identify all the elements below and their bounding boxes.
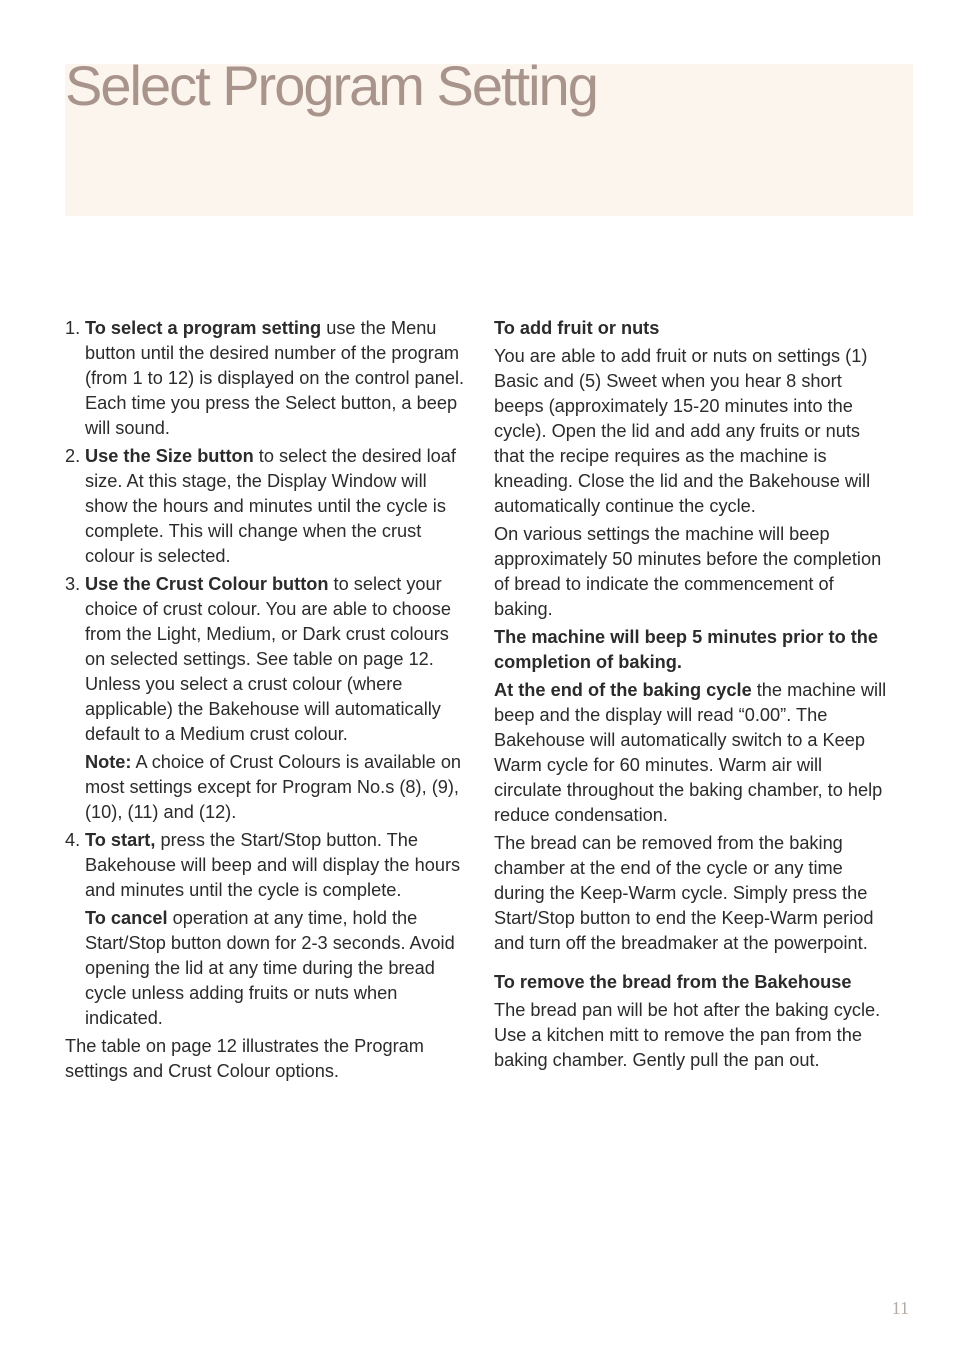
- left-column: [65, 316, 465, 1087]
- step-number: 3.: [65, 574, 81, 594]
- beep-warning: The machine will beep 5 minutes prior to the completion of baking.: [494, 627, 879, 672]
- step-select-program: [65, 316, 465, 441]
- step-size-button: [65, 444, 465, 569]
- step-lead: Use the Size button: [85, 446, 254, 466]
- beep-text: On various settings the machine will beep approximately 50 minutes before the completion of bread to indicate the commencement of baking.: [494, 524, 882, 619]
- step-text: to select your choice of crust colour. You are able to choose from the Light, Medium, or Dark crust colours on selected settings. See table on page 12. Unless you select a crust colour (where applicable) the Bakehouse will automatically default to a Medium crust colour.: [85, 574, 452, 744]
- step-number: 4.: [65, 830, 81, 850]
- right-column: [494, 316, 894, 1076]
- step-start: [65, 828, 465, 903]
- step-text: press the Start/Stop button. The Bakehouse will beep and will display the hours and minutes until the cycle is complete.: [85, 830, 461, 900]
- remove-timing-text: The bread can be removed from the baking chamber at the end of the cycle or any time during the Keep-Warm cycle. Simply press the Start/Stop button to end the Keep-Warm period and turn off the breadmaker at the powerpoint.: [494, 833, 874, 953]
- end-cycle-text: [494, 678, 894, 828]
- remove-bread-heading: To remove the bread from the Bakehouse: [494, 972, 852, 992]
- cancel-instructions: [65, 906, 465, 1031]
- page-number: 11: [891, 1298, 909, 1318]
- end-cycle-lead: At the end of the baking cycle: [494, 680, 752, 700]
- step-lead: To select a program setting: [85, 318, 322, 338]
- step-crust-colour: [65, 572, 465, 747]
- cancel-lead: To cancel: [85, 908, 168, 928]
- step-number: 1.: [65, 318, 81, 338]
- step-text: to select the desired loaf size. At this stage, the Display Window will show the hours and minutes until the cycle is complete. This will change when the crust colour is selected.: [85, 446, 456, 566]
- fruit-nuts-text: You are able to add fruit or nuts on settings (1) Basic and (5) Sweet when you hear 8 short beeps (approximately 15-20 minutes into the cycle). Open the lid and add any fruits or nuts that the recipe requires as the machine is kneading. Close the lid and the Bakehouse will automatically continue the cycle.: [494, 346, 871, 516]
- step-text: use the Menu button until the desired number of the program (from 1 to 12) is displayed on the control panel. Each time you press the Select button, a beep will sound.: [85, 318, 465, 438]
- end-cycle-body: the machine will beep and the display will read “0.00”. The Bakehouse will automatically switch to a Keep Warm cycle for 60 minutes. Warm air will circulate throughout the baking chamber, to help reduce condensation.: [494, 680, 887, 825]
- crust-note: [65, 750, 465, 825]
- step-number: 2.: [65, 446, 81, 466]
- step-lead: Use the Crust Colour button: [85, 574, 329, 594]
- fruit-nuts-heading: To add fruit or nuts: [494, 318, 660, 338]
- step-lead: To start,: [85, 830, 156, 850]
- cancel-text: operation at any time, hold the Start/Stop button down for 2-3 seconds. Avoid opening the lid at any time during the bread cycle unless adding fruits or nuts when indicated.: [85, 908, 455, 1028]
- remove-pan-text: The bread pan will be hot after the baking cycle. Use a kitchen mitt to remove the pan from the baking chamber. Gently pull the pan out.: [494, 1000, 881, 1070]
- page-title: Select Program Setting: [65, 54, 597, 117]
- note-lead: Note:: [85, 752, 132, 772]
- note-text: A choice of Crust Colours is available on most settings except for Program No.s (8), (9), (10), (11) and (12).: [85, 752, 462, 822]
- table-reference: The table on page 12 illustrates the Program settings and Crust Colour options.: [65, 1036, 424, 1081]
